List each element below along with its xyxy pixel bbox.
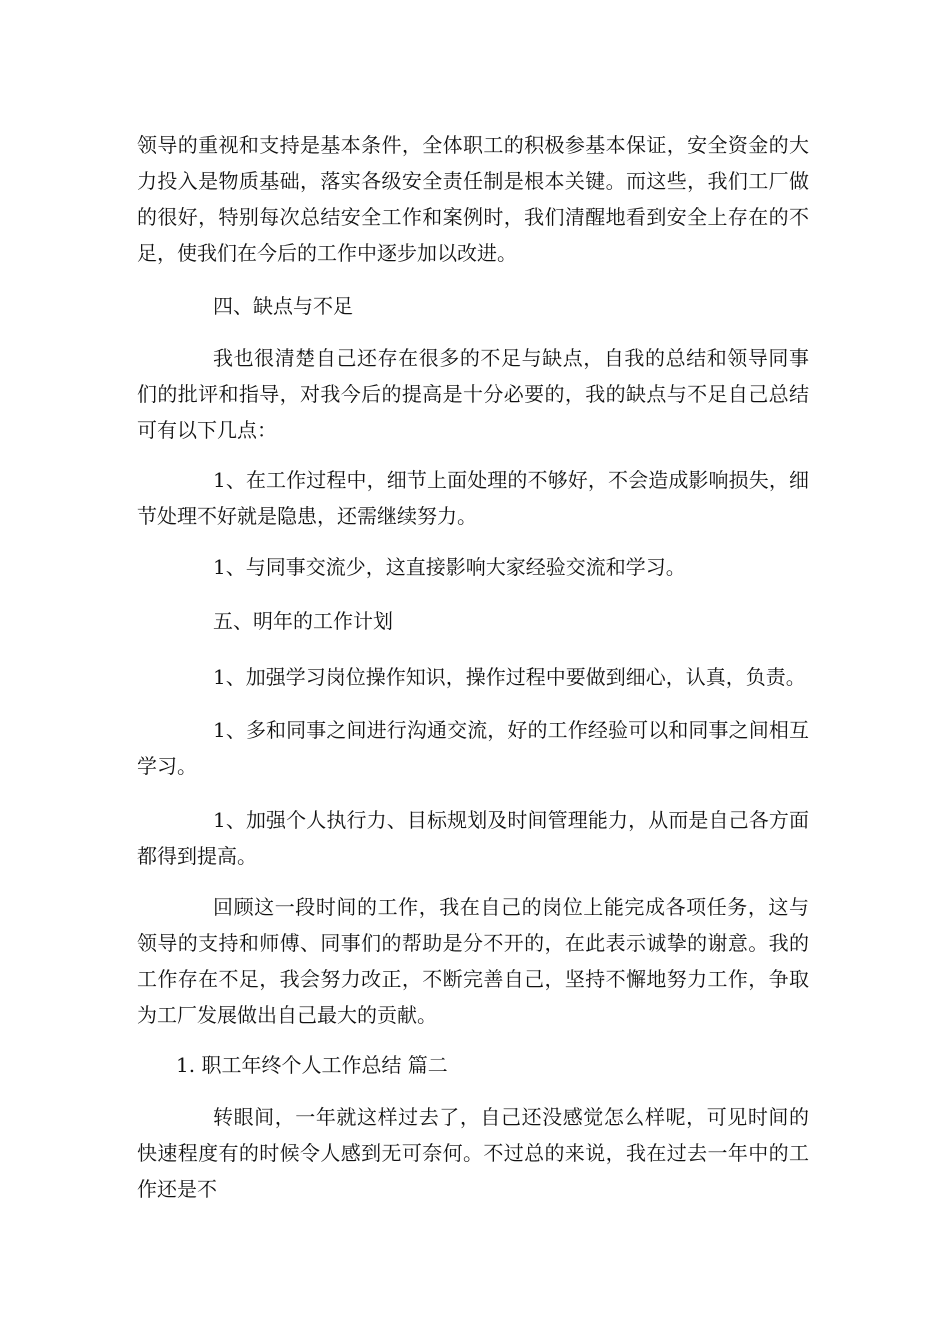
paragraph-plan-2: 1、多和同事之间进行沟通交流，好的工作经验可以和同事之间相互学习。 <box>137 718 809 778</box>
paragraph-plan-3: 1、加强个人执行力、目标规划及时间管理能力，从而是自己各方面都得到提高。 <box>137 808 809 868</box>
article-title-part-two: 1. 职工年终个人工作总结 篇二 <box>176 1053 448 1077</box>
paragraph-plan-1: 1、加强学习岗位操作知识，操作过程中要做到细心，认真，负责。 <box>213 665 806 689</box>
section-heading-shortcomings: 四、缺点与不足 <box>213 294 353 318</box>
section-heading-plan: 五、明年的工作计划 <box>213 609 393 633</box>
paragraph-part-two-intro: 转眼间，一年就这样过去了，自己还没感觉怎么样呢，可见时间的快速程度有的时候令人感到无可奈何。不过总的来说，我在过去一年中的工作还是不 <box>137 1105 809 1201</box>
paragraph-safety: 领导的重视和支持是基本条件，全体职工的积极参基本保证，安全资金的大力投入是物质基础，落实各级安全责任制是根本关键。而这些，我们工厂做的很好，特别每次总结安全工作和案例时，我们清醒地看到安全上存在的不足，使我们在今后的工作中逐步加以改进。 <box>137 133 809 265</box>
paragraph-shortcoming-1: 1、在工作过程中，细节上面处理的不够好，不会造成影响损失，细节处理不好就是隐患，还需继续努力。 <box>137 468 809 528</box>
paragraph-shortcoming-2: 1、与同事交流少，这直接影响大家经验交流和学习。 <box>213 555 686 579</box>
paragraph-conclusion: 回顾这一段时间的工作，我在自己的岗位上能完成各项任务，这与领导的支持和师傅、同事们的帮助是分不开的，在此表示诚挚的谢意。我的工作存在不足，我会努力改正，不断完善自己，坚持不懈地努力工作，争取为工厂发展做出自己最大的贡献。 <box>137 895 809 1027</box>
paragraph-shortcomings-intro: 我也很清楚自己还存在很多的不足与缺点，自我的总结和领导同事们的批评和指导，对我今后的提高是十分必要的，我的缺点与不足自己总结可有以下几点： <box>137 346 809 442</box>
